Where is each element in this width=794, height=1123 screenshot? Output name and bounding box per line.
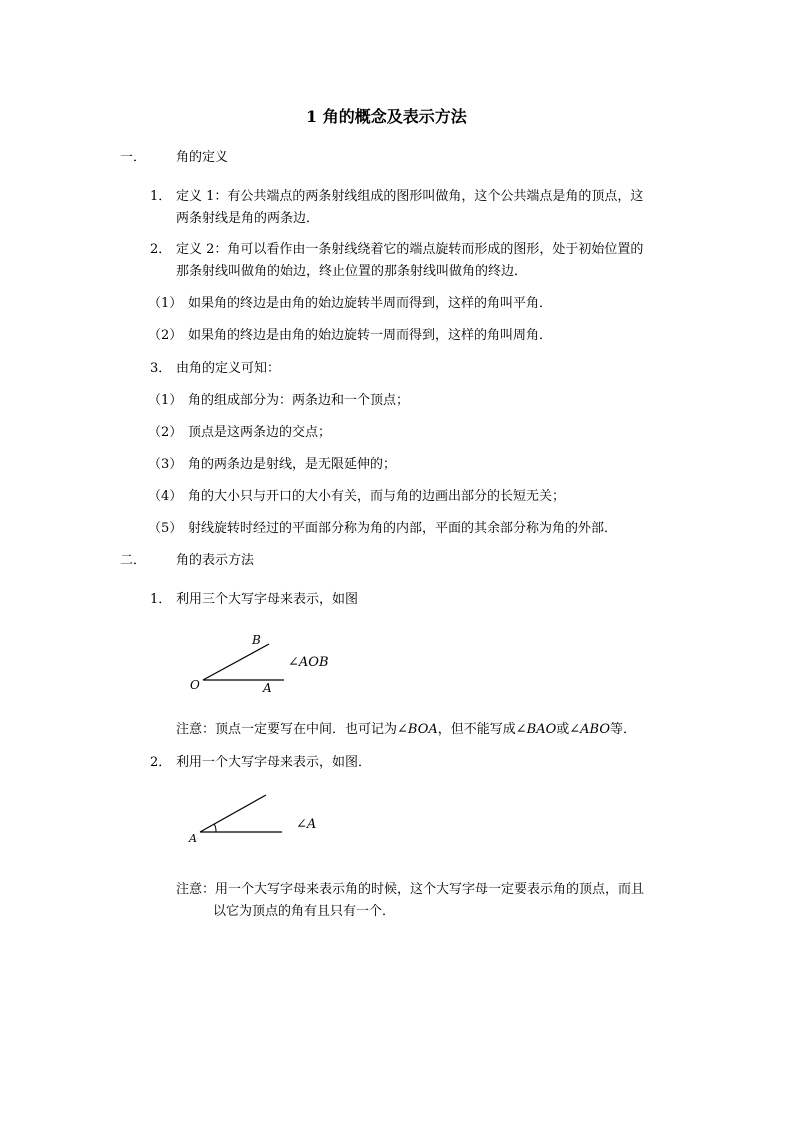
section-2-number: 二． (120, 553, 147, 568)
angle-arc (214, 824, 216, 833)
def2-line1: 定义 2：角可以看作由一条射线绕着它的端点旋转而形成的图形，处于初始位置的 (176, 242, 644, 257)
def1-line2: 两条射线是角的两条边． (176, 211, 320, 226)
method1-number: 1． (150, 592, 172, 607)
point4-text: 角的大小只与开口的大小有关，而与角的边画出部分的长短无关； (188, 489, 566, 504)
def1-line1: 定义 1：有公共端点的两条射线组成的图形叫做角，这个公共端点是角的顶点，这 (176, 189, 644, 204)
label-b: B (252, 633, 261, 647)
ray-upper (200, 795, 266, 832)
def2-number: 2． (150, 242, 172, 257)
note1-expr-boa: ∠BOA (397, 722, 438, 737)
note1-suffix: 等． (610, 722, 637, 737)
ray-ob (203, 644, 269, 680)
def3-number: 3． (150, 361, 172, 376)
point5-number: （5） (148, 521, 183, 536)
method2-number: 2． (150, 755, 172, 770)
note1-expr-abo: ∠ABO (569, 722, 611, 737)
sub2-text: 如果角的终边是由角的始边旋转一周而得到，这样的角叫周角． (188, 328, 553, 343)
point3-number: （3） (148, 457, 183, 472)
label-a: A (263, 681, 272, 695)
angle-a-label: ∠A (296, 817, 317, 832)
note1-prefix: 注意：顶点一定要写在中间．也可记为 (176, 722, 398, 737)
sub1-text: 如果角的终边是由角的始边旋转半周而得到，这样的角叫平角． (188, 296, 553, 311)
note1 (176, 722, 636, 738)
label-o: O (190, 678, 200, 692)
def1-number: 1． (150, 189, 172, 204)
note1-or: 或 (556, 722, 570, 737)
section-1-number: 一． (120, 150, 147, 165)
section-1-heading: 角的定义 (176, 150, 229, 165)
point3-text: 角的两条边是射线，是无限延伸的； (188, 457, 397, 472)
point1-number: （1） (148, 393, 183, 408)
label-a-vertex: A (189, 832, 197, 845)
section-2-heading: 角的表示方法 (176, 553, 255, 568)
point5-text: 射线旋转时经过的平面部分称为角的内部，平面的其余部分称为角的外部． (188, 521, 618, 536)
method1-text: 利用三个大写字母来表示，如图 (176, 592, 359, 607)
note2-line2: 以它为顶点的角有且只有一个． (213, 904, 396, 919)
point4-number: （4） (148, 489, 183, 504)
note2-line1: 注意：用一个大写字母来表示角的时候，这个大写字母一定要表示角的顶点，而且 (176, 882, 645, 897)
point2-number: （2） (148, 425, 183, 440)
point2-text: 顶点是这两条边的交点； (188, 425, 332, 440)
def3-text: 由角的定义可知： (176, 361, 281, 376)
def2-line2: 那条射线叫做角的始边，终止位置的那条射线叫做角的终边． (176, 264, 528, 279)
sub2-number: （2） (148, 328, 183, 343)
angle-aob-figure (190, 632, 290, 692)
point1-text: 角的组成部分为：两条边和一个顶点； (188, 393, 410, 408)
note1-mid: ，但不能写成 (437, 722, 516, 737)
note1-expr-bao: ∠BAO (515, 722, 557, 737)
sub1-number: （1） (148, 296, 183, 311)
angle-a-figure (190, 792, 290, 842)
method2-text: 利用一个大写字母来表示，如图． (176, 755, 372, 770)
page-title: 1 角的概念及表示方法 (306, 107, 467, 126)
angle-aob-label: ∠AOB (288, 655, 329, 670)
